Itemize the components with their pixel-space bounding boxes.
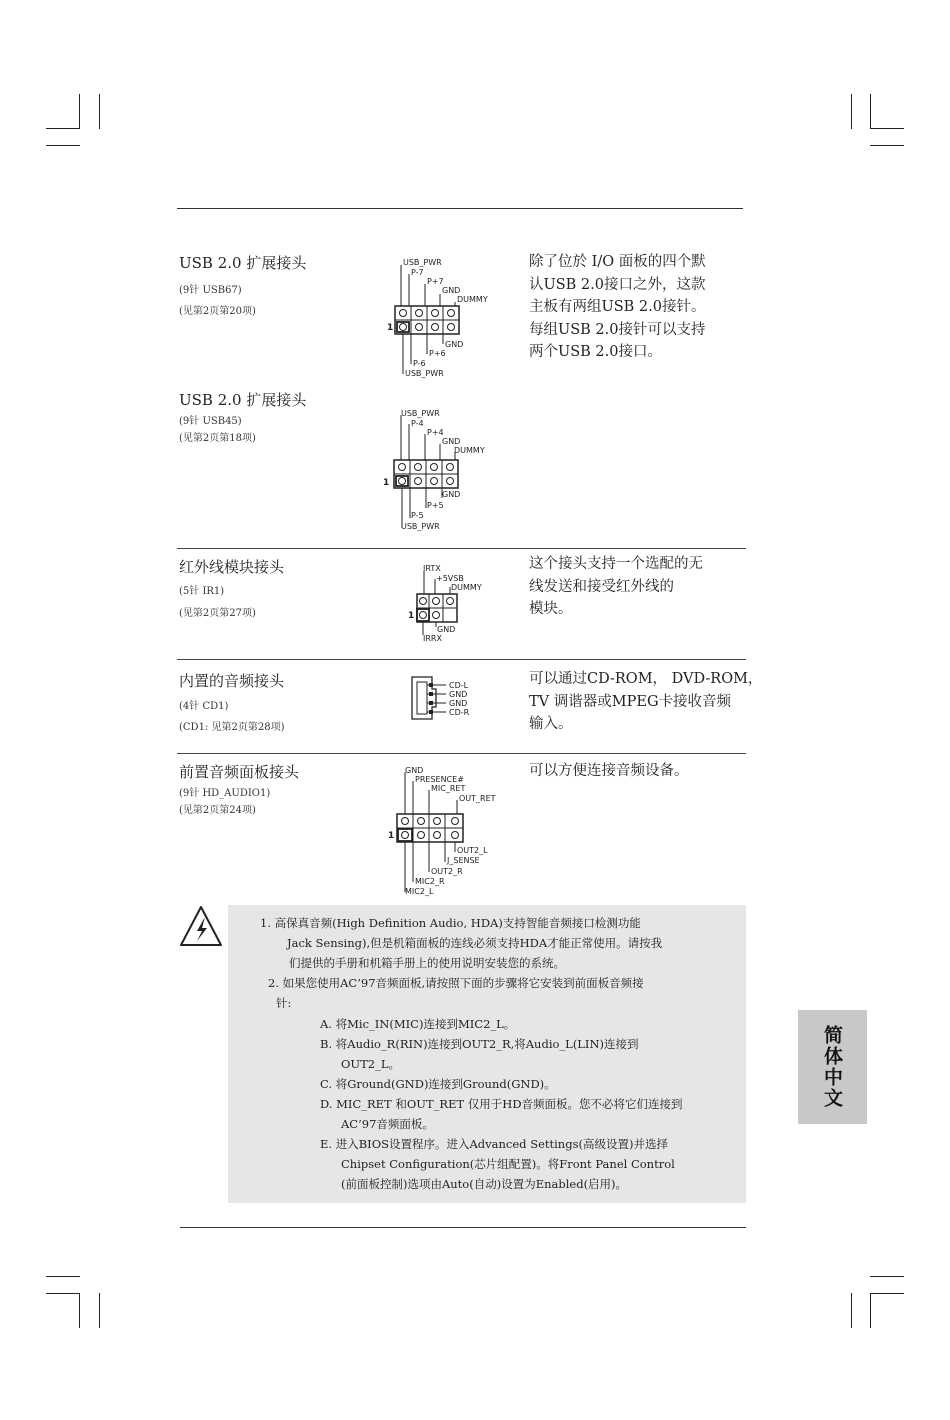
pin-label: GND — [442, 437, 461, 446]
pin-label: P+6 — [429, 349, 446, 358]
pin-label: GND — [442, 286, 461, 295]
note-line: (前面板控制)选项由Auto(自动)设置为Enabled(启用)。 — [341, 1177, 628, 1191]
note-line: E. 进入BIOS设置程序。进入Advanced Settings(高级设置)并选择 — [320, 1137, 668, 1151]
section-title: 红外线模块接头 — [179, 558, 285, 576]
section-ref: (见第2页第24项) — [179, 805, 256, 816]
section-ref: (CD1: 见第2页第28项) — [179, 722, 285, 733]
hd-audio-pin-diagram — [385, 764, 497, 898]
note-line: 2. 如果您使用AC’97音频面板,请按照下面的步骤将它安装到前面板音频接 — [268, 976, 644, 990]
pin-label: P-4 — [411, 419, 424, 428]
section-description: 这个接头支持一个选配的无 线发送和接受红外线的 模块。 — [529, 556, 703, 617]
pin-label: GND — [445, 340, 464, 349]
usb45-pin-diagram — [380, 406, 490, 534]
note-line: C. 将Ground(GND)连接到Ground(GND)。 — [320, 1077, 556, 1091]
section-ref: (见第2页第27项) — [179, 608, 256, 619]
warning-icon — [178, 904, 224, 954]
pin-one-marker: 1 — [388, 831, 395, 841]
section-divider — [177, 753, 746, 754]
usb67-pin-diagram — [385, 256, 495, 380]
pin-label: P+4 — [427, 428, 444, 437]
section-spec: (9针 USB45) — [179, 416, 242, 427]
pin-label: MIC2_R — [415, 877, 445, 886]
language-tab — [798, 1010, 867, 1124]
pin-label: IRRX — [423, 634, 442, 643]
pin-label: DUMMY — [457, 295, 488, 304]
pin-label: DUMMY — [454, 446, 485, 455]
pin-label: GND — [442, 490, 461, 499]
section-divider — [177, 548, 746, 549]
pin-label: +5VSB — [436, 574, 464, 583]
pin-label: GND — [449, 699, 468, 708]
pin-label: USB_PWR — [401, 522, 440, 531]
note-line: D. MIC_RET 和OUT_RET 仅用于HD音频面板。您不必将它们连接到 — [320, 1097, 683, 1111]
pin-label: GND — [449, 690, 468, 699]
pin-label: P-6 — [413, 359, 426, 368]
section-ref: (见第2页第20项) — [179, 306, 256, 317]
pin-label: PRESENCE# — [415, 775, 464, 784]
note-line: 们提供的手册和机箱手册上的使用说明安装您的系统。 — [289, 956, 565, 970]
footer-rule — [180, 1227, 746, 1228]
note-line: 1. 高保真音频(High Definition Audio, HDA)支持智能音频接口检测功能 — [260, 916, 641, 930]
pin-label: CD-R — [449, 708, 470, 717]
pin-label: USB_PWR — [401, 409, 440, 418]
header-rule — [177, 208, 743, 209]
pin-label: MIC2_L — [405, 887, 434, 896]
pin-label: P-7 — [411, 268, 424, 277]
section-title: USB 2.0 扩展接头 — [179, 254, 307, 272]
pin-one-marker: 1 — [387, 323, 394, 333]
section-description: 可以方便连接音频设备。 — [529, 763, 689, 779]
pin-label: MIC_RET — [431, 784, 466, 793]
pin-label: DUMMY — [451, 583, 482, 592]
language-tab-label: 简体中文 — [821, 1025, 843, 1109]
section-title: 内置的音频接头 — [179, 672, 285, 690]
pin-label: CD-L — [449, 681, 469, 690]
note-line: OUT2_L。 — [341, 1057, 400, 1071]
pin-label: P-5 — [411, 511, 424, 520]
pin-label: OUT2_L — [457, 846, 488, 855]
pin-label: OUT2_R — [431, 867, 463, 876]
pin-label: P+7 — [427, 277, 444, 286]
cd-pin-diagram — [408, 673, 490, 723]
section-ref: (见第2页第18项) — [179, 433, 256, 444]
pin-label: J_SENSE — [447, 856, 480, 865]
section-title: USB 2.0 扩展接头 — [179, 391, 307, 409]
note-line: Chipset Configuration(芯片组配置)。将Front Panel Control — [341, 1157, 675, 1171]
pin-one-marker: 1 — [408, 611, 415, 621]
note-line: B. 将Audio_R(RIN)连接到OUT2_R,将Audio_L(LIN)连接到 — [320, 1037, 639, 1051]
note-line: 针: — [276, 996, 292, 1010]
pin-label: GND — [405, 766, 424, 775]
pin-label: USB_PWR — [405, 369, 444, 378]
section-description: 可以通过CD-ROM， DVD-ROM， TV 调谐器或MPEG卡接收音频 输入。 — [529, 671, 763, 732]
section-spec: (5针 IR1) — [179, 586, 225, 597]
pin-label: GND — [437, 625, 456, 634]
note-line: Jack Sensing),但是机箱面板的连线必须支持HDA才能正常使用。请按我 — [287, 936, 663, 950]
pin-label: IRTX — [423, 564, 441, 573]
note-line: A. 将Mic_IN(MIC)连接到MIC2_L。 — [320, 1017, 516, 1031]
section-divider — [177, 659, 746, 660]
section-title: 前置音频面板接头 — [179, 763, 300, 781]
pin-one-marker: 1 — [383, 478, 390, 488]
note-line: AC’97音频面板。 — [341, 1117, 434, 1131]
section-spec: (9针 USB67) — [179, 285, 242, 296]
pin-label: OUT_RET — [459, 794, 496, 803]
section-description: 除了位於 I/O 面板的四个默 认USB 2.0接口之外，这款 主板有两组USB 2.0接针。 每组USB 2.0接针可以支持 两个USB 2.0接口。 — [529, 254, 706, 360]
section-spec: (9针 HD_AUDIO1) — [179, 788, 271, 799]
pin-label: P+5 — [427, 501, 444, 510]
section-spec: (4针 CD1) — [179, 701, 229, 712]
ir-pin-diagram — [405, 563, 495, 645]
pin-label: USB_PWR — [403, 258, 442, 267]
